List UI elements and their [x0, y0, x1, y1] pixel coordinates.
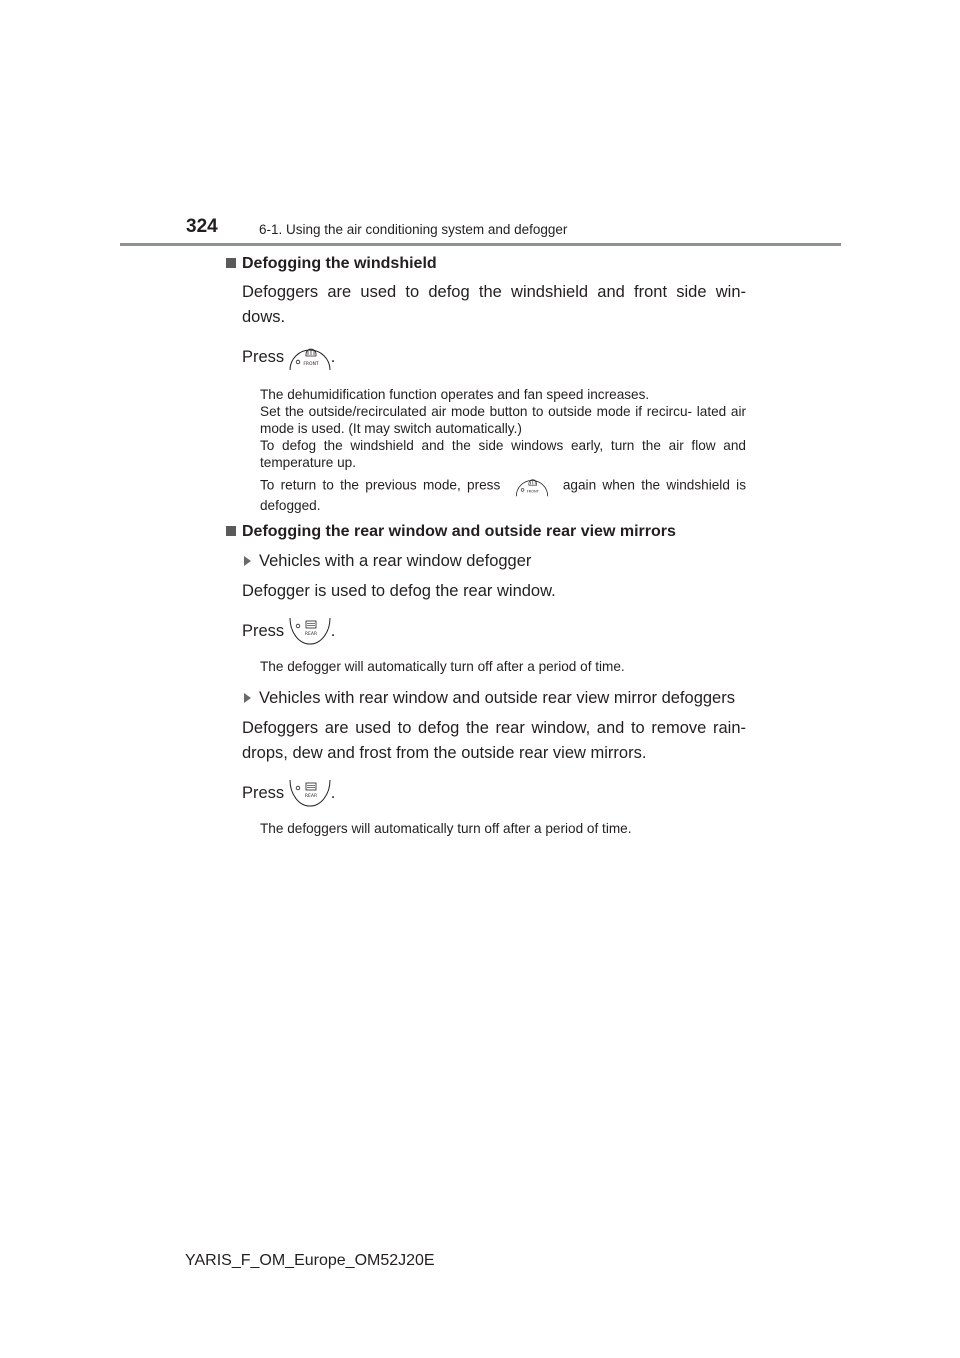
- heading-windshield: Defogging the windshield: [226, 253, 746, 275]
- rear-defogger-body: Defogger is used to defog the rear window.: [242, 582, 556, 600]
- rear-mirror-note: The defoggers will automatically turn off after a period of time.: [260, 821, 632, 836]
- return-note: To return to the previous mode, press FRONT again when the windshield is defogged.: [260, 475, 746, 514]
- condition-rear-and-mirror-defoggers: Vehicles with rear window and outside rear view mirror defoggers: [242, 687, 746, 709]
- page-content: [226, 253, 746, 837]
- condition-rear-defogger: Vehicles with a rear window defogger: [242, 550, 746, 572]
- square-bullet-icon: [226, 526, 236, 536]
- rear-defogger-icon: [289, 617, 331, 645]
- triangle-bullet-icon: [244, 556, 251, 566]
- document-id: YARIS_F_OM_Europe_OM52J20E: [185, 1252, 435, 1269]
- section-title: 6-1. Using the air conditioning system and defogger: [259, 222, 568, 237]
- press-rear-instruction: Press REAR .: [242, 616, 746, 646]
- square-bullet-icon: [226, 258, 236, 268]
- header-rule: [120, 243, 841, 246]
- triangle-bullet-icon: [244, 693, 251, 703]
- front-label: FRONT: [303, 362, 319, 367]
- windshield-body: Defoggers are used to defog the windshield and front side win- dows.: [242, 283, 746, 326]
- rear-defogger-note: The defogger will automatically turn off after a period of time.: [260, 659, 625, 674]
- note-line: Set the outside/recirculated air mode button to outside mode if recircu- lated air mode is used. (It may switch automatically.): [260, 404, 746, 436]
- press-rear-instruction-2: Press REAR .: [242, 778, 746, 808]
- rear-label: REAR: [304, 794, 317, 799]
- rear-defogger-icon: [289, 779, 331, 807]
- rear-label: REAR: [304, 632, 317, 637]
- page-number: 324: [186, 216, 218, 237]
- front-label: FRONT: [526, 489, 539, 494]
- front-defogger-icon: [511, 475, 553, 497]
- windshield-notes: [260, 386, 746, 514]
- press-front-instruction: Press FRONT .: [242, 342, 746, 372]
- note-line: The dehumidification function operates and fan speed increases.: [260, 387, 650, 402]
- front-defogger-icon: [289, 343, 331, 371]
- rear-mirror-body: Defoggers are used to defog the rear window, and to remove rain- drops, dew and frost from the outside rear view mirrors.: [242, 719, 746, 762]
- note-line: To defog the windshield and the side windows early, turn the air flow and temperature up.: [260, 438, 746, 470]
- heading-rear-window: Defogging the rear window and outside rear view mirrors: [226, 521, 746, 543]
